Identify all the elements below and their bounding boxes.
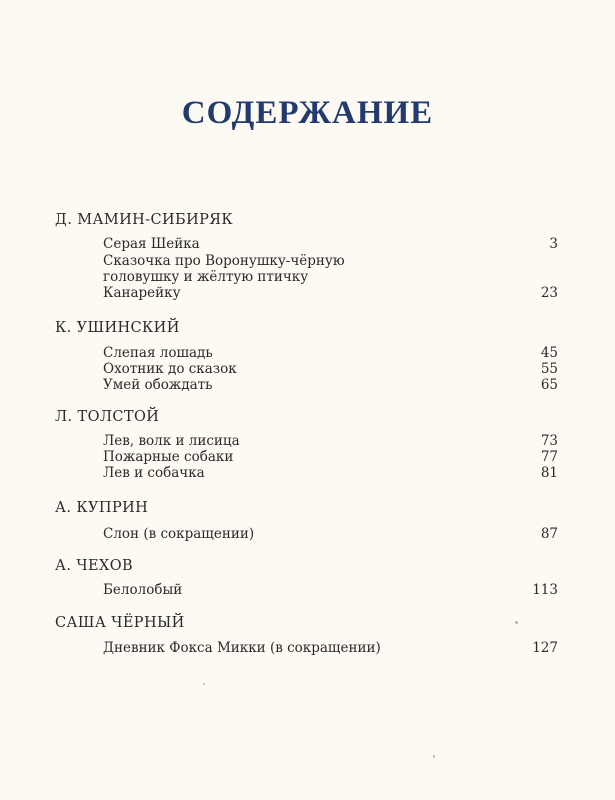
entry-title-line: Канарейку: [103, 285, 181, 301]
entry-page-number: 45: [540, 345, 558, 361]
author-heading-sasha-cherny: САША ЧЁРНЫЙ: [55, 615, 185, 631]
entry-title: Лев, волк и лисица: [103, 433, 240, 449]
entry-page-number: 23: [540, 285, 558, 301]
entry-title: Лев и собачка: [103, 465, 205, 481]
toc-entry: [103, 640, 558, 657]
toc-entry: [103, 361, 558, 378]
toc-entry: [103, 377, 558, 394]
entry-title: Слепая лошадь: [103, 345, 213, 361]
entry-page-number: 113: [532, 582, 558, 598]
author-heading-kuprin: А. КУПРИН: [55, 500, 149, 516]
paper-speck: [203, 683, 205, 685]
toc-entry: [103, 465, 558, 482]
entry-title: Охотник до сказок: [103, 361, 237, 377]
entry-page-number: 73: [540, 433, 558, 449]
entry-title-line: головушку и жёлтую птичку: [103, 269, 309, 285]
entry-page-number: 55: [540, 361, 558, 377]
entry-title: Умей обождать: [103, 377, 213, 393]
entry-title-line: Сказочка про Воронушку-чёрную: [103, 253, 345, 269]
entry-title: Слон (в сокращении): [103, 526, 255, 542]
toc-entry: [103, 433, 558, 450]
toc-entry: [103, 236, 558, 253]
entry-page-number: 65: [540, 377, 558, 393]
paper-speck: [433, 755, 435, 758]
toc-entry: [103, 526, 558, 543]
page-title: СОДЕРЖАНИЕ: [181, 95, 434, 131]
entry-title: Серая Шейка: [103, 236, 200, 252]
toc-entry: [103, 345, 558, 362]
entry-page-number: 77: [540, 449, 558, 465]
toc-entry: [103, 285, 558, 302]
author-heading-ushinsky: К. УШИНСКИЙ: [55, 320, 180, 336]
entry-page-number: 3: [549, 236, 558, 252]
entry-page-number: 87: [540, 526, 558, 542]
toc-entry: [103, 582, 558, 599]
entry-page-number: 127: [532, 640, 558, 656]
author-heading-mamin-sibiryak: Д. МАМИН-СИБИРЯК: [55, 212, 233, 228]
author-heading-tolstoy: Л. ТОЛСТОЙ: [55, 409, 160, 425]
toc-entry: [103, 449, 558, 466]
entry-title: Пожарные собаки: [103, 449, 234, 465]
entry-title: Белолобый: [103, 582, 183, 598]
entry-title: Дневник Фокса Микки (в сокращении): [103, 640, 381, 656]
author-heading-chekhov: А. ЧЕХОВ: [55, 558, 134, 574]
paper-speck: [515, 621, 518, 624]
entry-page-number: 81: [540, 465, 558, 481]
